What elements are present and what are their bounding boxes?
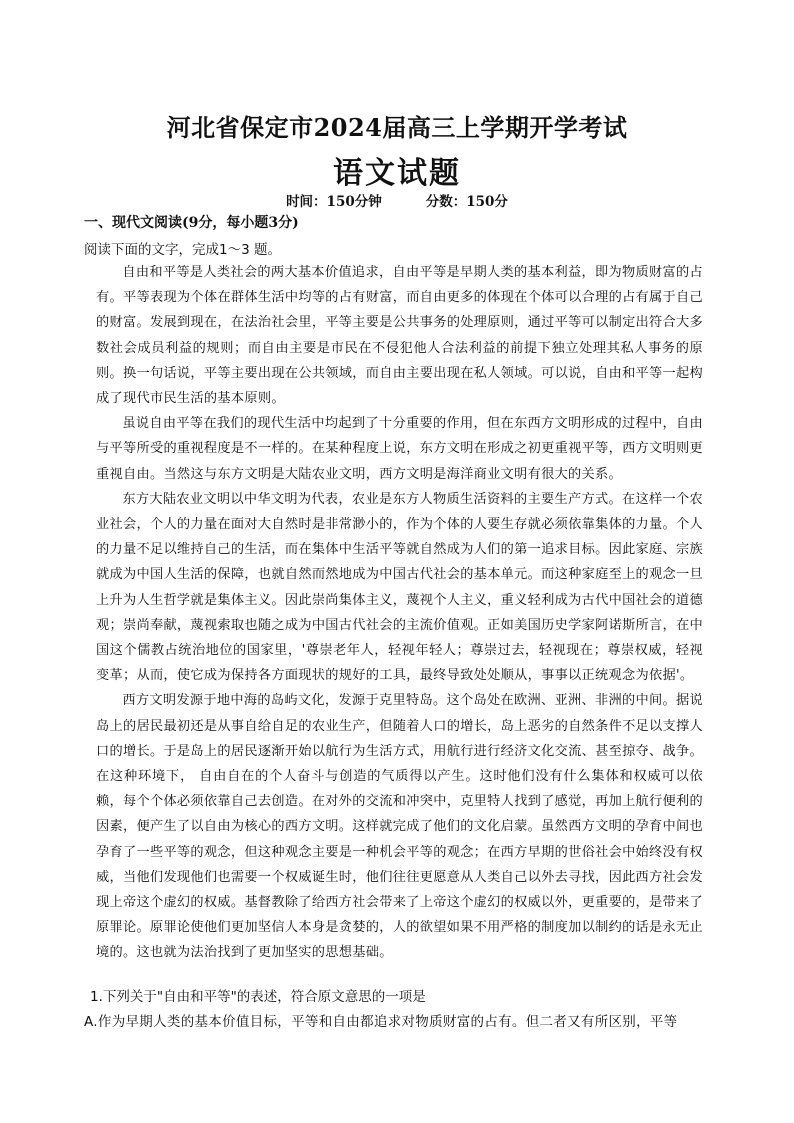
question-1-stem: 1.下列关于"自由和平等"的表述，符合原文意思的一项是 <box>90 989 426 1005</box>
exam-title: 河北省保定市2024届高三上学期开学考试 <box>166 113 628 142</box>
passage-paragraph: 东方大陆农业文明以中华文明为代表，农业是东方人物质生活资料的主要生产方式。在这样一个农业社会，个人的力量在面对大自然时是非常渺小的，作为个体的人要生存就必须依靠集体的力量。个人的力量不足以维持自己的生活，而在集体中生活平等就自然成为人们的第一追求目标。因此家庭、宗族就成为中国人生活的保障，也就自然而然地成为中国古代社会的基本单元。而这种家庭至上的观念一旦上升为人生哲学就是集体主义。因此崇尚集体主义，蔑视个人主义，重义轻利成为古代中国社会的道德观；崇尚奉献，蔑视索取也随之成为中国古代社会的主流价值观。正如美国历史学家阿诺斯所言，在中国这个儒教占统治地位的国家里，'尊崇老年人，轻视年轻人；尊崇过去，轻视现在；尊崇权威，轻视变革；从而，使它成为保持各方面现状的规好的工具，最终导致处处顺从，事事以正统观念为依据'。 <box>96 491 703 684</box>
reading-instruction: 阅读下面的文字，完成1～3 题。 <box>84 242 281 258</box>
section-heading: 一、现代文阅读(9分，每小题3分) <box>84 215 299 231</box>
subject-title: 语文试题 <box>333 156 461 191</box>
total-score: 分数：150分 <box>425 194 508 210</box>
passage-paragraph: 西方文明发源于地中海的岛屿文化，发源于克里特岛。这个岛处在欧洲、亚洲、非洲的中间。据说岛上的居民最初还是从事自给自足的农业生产，但随着人口的增长，岛上恶劣的自然条件不足以支撑人口的增长。于是岛上的居民逐渐开始以航行为生活方式，用航行进行经济文化交流、甚至掠夺、战争。在这种环境下， 自由自在的个人奋斗与创造的气质得以产生。这时他们没有什么集体和权威可以依赖，每个个体必须依靠自己去创造。在对外的交流和冲突中，克里特人找到了感觉，再加上航行便利的因素，便产生了以自由为核心的西方文明。这样就完成了他们的文化启蒙。虽然西方文明的孕育中间也孕育了一些平等的观念，但这种观念主要是一种机会平等的观念；在西方早期的世俗社会中始终没有权威，当他们发现他们也需要一个权威诞生时，他们往往更愿意从人类自己以外去寻找，因此西方社会发现上帝这个虚幻的权威。基督教除了给西方社会带来了上帝这个虚幻的权威以外，更重要的，是带来了原罪论。原罪论使他们更加坚信人本身是贪婪的，人的欲望如果不用严格的制度加以制约的话是永无止境的。这也就为法治找到了更加坚实的思想基础。 <box>96 693 703 961</box>
time-limit: 时间：150分钟 <box>286 194 382 210</box>
passage-paragraph: 虽说自由平等在我们的现代生活中均起到了十分重要的作用，但在东西方文明形成的过程中，自由与平等所受的重视程度是不一样的。在某种程度上说，东方文明在形成之初更重视平等，西方文明则更重视自由。当然这与东方文明是大陆农业文明，西方文明是海洋商业文明有很大的关系。 <box>96 416 703 482</box>
passage-paragraph: 自由和平等是人类社会的两大基本价值追求，自由平等是早期人类的基本利益，即为物质财富的占有。平等表现为个体在群体生活中均等的占有财富，而自由更多的体现在个体可以合理的占有属于自己的财富。发展到现在，在法治社会里，平等主要是公共事务的处理原则，通过平等可以制定出符合大多数社会成员利益的规则；而自由主要是市民在不侵犯他人合法利益的前提下独立处理其私人事务的原则。换一句话说，平等主要出现在公共领域，而自由主要出现在私人领域。可以说，自由和平等一起构成了现代市民生活的基本原则。 <box>96 265 703 407</box>
reading-passage <box>96 260 703 966</box>
exam-meta <box>0 190 794 210</box>
question-1-option-a: A.作为早期人类的基本价值目标，平等和自由都追求对物质财富的占有。但二者又有所区别，平等 <box>84 1014 678 1030</box>
